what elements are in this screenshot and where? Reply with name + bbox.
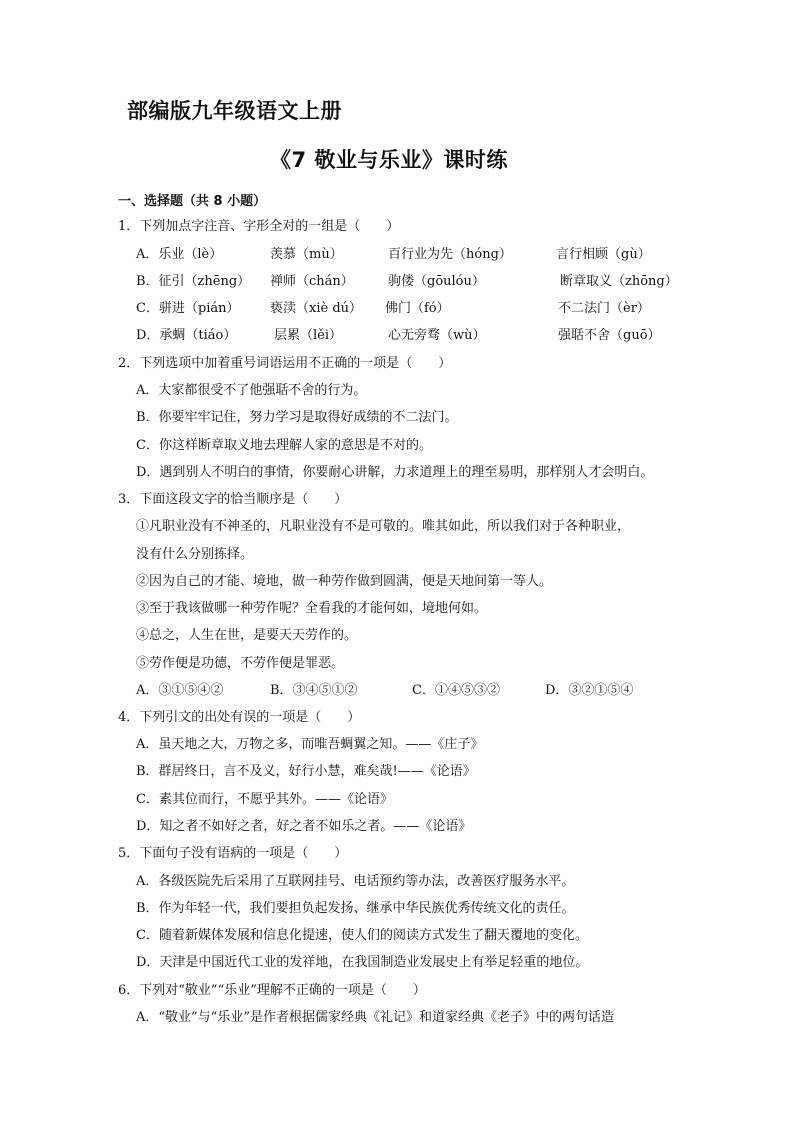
q4-option-a: A．虽天地之大，万物之多，而唯吾蜩翼之知。——《庄子》 — [136, 737, 484, 752]
document-title: 部编版九年级语文上册 — [127, 99, 342, 123]
q1-option-c-2: 亵渎（xiè dú） — [270, 301, 363, 316]
q1-option-c-3: 佛门（fó） — [385, 301, 450, 316]
q5-option-d: D．天津是中国近代工业的发祥地，在我国制造业发展史上有举足轻重的地位。 — [136, 955, 589, 970]
q6-option-a: A．“敬业”与“乐业”是作者根据儒家经典《礼记》和道家经典《老子》中的两句话造 — [136, 1010, 614, 1025]
q2-option-a: A．大家都很受不了他强聒不舍的行为。 — [136, 383, 367, 398]
lesson-title: 《7 敬业与乐业》课时练 — [270, 148, 508, 172]
q1-option-b-3: 驹偻（gōulóu） — [388, 274, 485, 289]
q3-answer-d: D．③②①⑤④ — [545, 683, 634, 698]
q3-item-3: ③至于我该做哪一种劳作呢？全看我的才能何如，境地何如。 — [136, 601, 488, 616]
q5-option-b: B．作为年轻一代，我们要担负起发扬、继承中华民族优秀传统文化的责任。 — [136, 901, 575, 916]
q2-option-c: C．你这样断章取义地去理解人家的意思是不对的。 — [136, 438, 432, 453]
q1-option-b-4: 断章取义（zhōng） — [560, 274, 678, 289]
q5-option-a: A．各级医院先后采用了互联网挂号、电话预约等办法，改善医疗服务水平。 — [136, 874, 575, 889]
q3-item-2: ②因为自己的才能、境地，做一种劳作做到圆满，便是天地间第一等人。 — [136, 574, 553, 589]
q2-option-b: B．你要牢牢记住，努力学习是取得好成绩的不二法门。 — [136, 410, 458, 425]
q1-option-b-1: B．征引（zhēng） — [136, 274, 251, 289]
q4-option-b: B．群居终日，言不及义，好行小慧，难矣哉!——《论语》 — [136, 764, 476, 779]
q1-option-c-4: 不二法门（èr） — [558, 301, 650, 316]
q1-option-d-3: 心无旁骛（wù） — [388, 328, 486, 343]
question-6-stem: 6．下列对“敬业”“乐业”理解不正确的一项是（ ） — [118, 983, 426, 998]
q4-option-d: D．知之者不如好之者，好之者不如乐之者。——《论语》 — [136, 819, 472, 834]
q1-option-a-3: 百行业为先（hóng） — [388, 247, 512, 262]
q1-option-d-1: D．承蜩（tiáo） — [136, 328, 237, 343]
q5-option-c: C．随着新媒体发展和信息化提速，使人们的阅读方式发生了翻天覆地的变化。 — [136, 928, 588, 943]
q1-option-d-4: 强聒不舍（guō） — [558, 328, 661, 343]
question-3-stem: 3．下面这段文字的恰当顺序是（ ） — [118, 492, 348, 507]
question-2-stem: 2．下列选项中加着重号词语运用不正确的一项是（ ） — [118, 356, 452, 371]
q3-answer-b: B．③④⑤①② — [270, 683, 358, 698]
q1-option-a-2: 羡慕（mù） — [270, 247, 343, 262]
q2-option-d: D．遇到别人不明白的事情，你要耐心讲解，力求道理上的理至易明，那样别人才会明白。 — [136, 465, 654, 480]
q1-option-b-2: 禅师（chán） — [270, 274, 354, 289]
q1-option-c-1: C．骈进（pián） — [136, 301, 240, 316]
question-5-stem: 5．下面句子没有语病的一项是（ ） — [118, 846, 348, 861]
section-heading: 一、选择题（共 8 小题） — [118, 194, 267, 209]
q3-item-1: ①凡职业没有不神圣的，凡职业没有不是可敬的。唯其如此，所以我们对于各种职业， — [136, 519, 631, 534]
question-4-stem: 4．下列引文的出处有误的一项是（ ） — [118, 710, 361, 725]
q3-answer-c: C．①④⑤③② — [412, 683, 500, 698]
q3-item-1-cont: 没有什么分别拣择。 — [136, 547, 254, 562]
q3-item-5: ⑤劳作便是功德，不劳作便是罪恶。 — [136, 656, 345, 671]
q1-option-a-1: A．乐业（lè） — [136, 247, 223, 262]
q3-item-4: ④总之，人生在世，是要天天劳作的。 — [136, 628, 358, 643]
q1-option-d-2: 层累（lěi） — [274, 328, 343, 343]
q1-option-a-4: 言行相顾（gù） — [556, 247, 651, 262]
question-1-stem: 1．下列加点字注音、字形全对的一组是（ ） — [118, 219, 400, 234]
q4-option-c: C．素其位而行，不愿乎其外。——《论语》 — [136, 792, 393, 807]
q3-answer-a: A．③①⑤④② — [136, 683, 224, 698]
